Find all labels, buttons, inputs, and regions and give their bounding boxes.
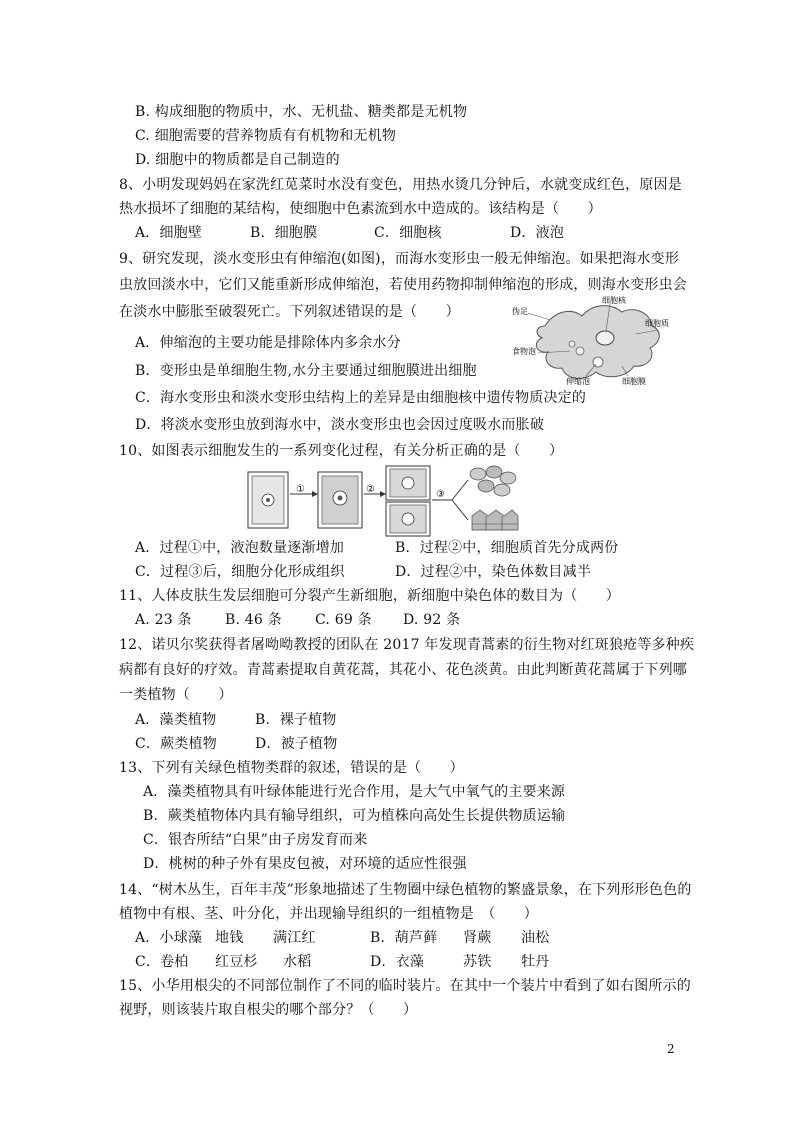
q10-option-b: B．过程②中，细胞质首先分成两份 [395,540,619,556]
food-vacuole-2 [569,341,575,347]
q8-stem-line2: 热水损坏了细胞的某结构，使细胞中色素流到水中造成的。该结构是（ ） [119,201,602,217]
q9-option-d: D．将淡水变形虫放到海水中，淡水变形虫也会因过度吸水而胀破 [135,417,545,433]
q14-stem-line1: 14、“树木丛生，百年丰茂”形象地描述了生物圈中绿色植物的繁盛景象，在下列形形色色的 [119,882,692,898]
q13-option-b: B．蕨类植物体内具有输导组织，可为植株向高处生长提供物质运输 [143,808,566,824]
q12-option-b: B．裸子植物 [255,712,337,728]
q12-stem-line1: 12、诺贝尔奖获得者屠呦呦教授的团队在 2017 年发现青蒿素的衍生物对红斑狼疮等多种疾 [119,637,695,653]
q14-option-c-item2: 红豆杉 [215,954,258,970]
q15-stem-line2: 视野，则该装片取自根尖的哪个部分？（ ） [119,1002,418,1018]
q8-stem-line1: 8、小明发现妈妈在家洗红苋菜时水没有变色，用热水烫几分钟后，水就变成红色，原因是 [119,177,682,193]
amoeba-figure [510,296,675,386]
step-1-label: ① [296,484,305,495]
q12-stem-line3: 一类植物（ ） [119,687,233,703]
q9-stem-line1: 9、研究发现，淡水变形虫有伸缩泡(如图)，而海水变形虫一般无伸缩泡。如果把海水变形 [119,251,680,267]
cell-division-figure [246,464,546,540]
q15-stem-line1: 15、小华用根尖的不同部位制作了不同的临时装片。在其中一个装片中看到了如右图所示的 [119,978,692,994]
tissue-cluster-top [470,466,516,496]
q14-option-d-item2: 苏铁 [463,954,492,970]
q14-option-c-item3: 水稻 [283,954,312,970]
q14-stem-line2: 植物中有根、茎、叶分化，并出现输导组织的一组植物是 （ ） [119,906,538,922]
q12-stem-line2: 病都有良好的疗效。青蒿素提取自黄花蒿，其花小、花色淡黄。由此判断黄花蒿属于下列哪 [119,662,687,678]
q8-option-d: D．液泡 [510,225,565,241]
q11-option-b: B. 46 条 [225,612,282,628]
q11-option-d: D. 92 条 [403,612,461,628]
q12-option-a: A．藻类植物 [135,712,217,728]
q13-option-a: A．藻类植物具有叶绿体能进行光合作用，是大气中氧气的主要来源 [143,784,566,800]
q11-option-c: C. 69 条 [315,612,372,628]
q11-stem: 11、人体皮肤生发层细胞可分裂产生新细胞，新细胞中染色体的数目为（ ） [119,588,621,604]
q14-option-b-item3: 油松 [521,930,550,946]
q13-stem: 13、下列有关绿色植物类群的叙述，错误的是（ ） [119,760,464,776]
q9-stem-line2: 虫放回淡水中，它们又能重新形成伸缩泡，若使用药物抑制伸缩泡的形成，则海水变形虫会 [119,277,687,293]
q7-option-c: C. 细胞需要的营养物质有有机物和无机物 [135,128,397,144]
q14-option-d-item3: 牡丹 [521,954,550,970]
food-vacuole [576,347,584,355]
label-cytoplasm: 细胞质 [645,319,669,328]
q9-stem-line3: 在淡水中膨胀至破裂死亡。下列叙述错误的是（ ） [119,304,460,320]
label-nucleus: 细胞核 [602,296,626,305]
q14-option-b-item2: 肾蕨 [463,930,492,946]
q13-option-d: D．桃树的种子外有果皮包被，对环境的适应性很强 [143,856,467,872]
q7-option-d: D. 细胞中的物质都是自己制造的 [135,152,340,168]
q12-option-c: C．蕨类植物 [135,736,217,752]
q14-option-a-item2: 地钱 [215,930,244,946]
step-3-label: ③ [436,489,445,500]
q9-option-c: C．海水变形虫和淡水变形虫结构上的差异是由细胞核中遗传物质决定的 [135,390,587,406]
tissue-cluster-bottom [472,510,518,530]
label-contractile-vacuole: 伸缩泡 [566,377,590,386]
q8-option-c: C．细胞核 [374,225,442,241]
q10-option-a: A．过程①中，液泡数量逐渐增加 [135,540,345,556]
q14-option-c-label: C．卷柏 [135,954,189,970]
q10-stem: 10、如图表示细胞发生的一系列变化过程，有关分析正确的是（ ） [119,443,564,459]
amoeba-nucleus [596,331,614,345]
q9-option-a: A．伸缩泡的主要功能是排除体内多余水分 [135,335,401,351]
q8-option-b: B．细胞膜 [250,225,318,241]
q11-option-a: A. 23 条 [135,612,192,628]
step-2-label: ② [366,484,375,495]
label-pseudopod: 伪足 [512,307,528,316]
q12-option-d: D．被子植物 [255,736,338,752]
page-number: 2 [667,1042,675,1056]
q14-option-b-label: B．葫芦藓 [370,930,438,946]
q10-option-c: C．过程③后，细胞分化形成组织 [135,564,345,580]
q13-option-c: C．银杏所结“白果”由子房发育而来 [143,832,368,848]
label-membrane: 细胞膜 [622,377,646,386]
q8-option-a: A．细胞壁 [135,225,203,241]
q14-option-a-item3: 满江红 [273,930,316,946]
q14-option-d-label: D．衣藻 [370,954,425,970]
q10-option-d: D．过程②中，染色体数目减半 [395,564,592,580]
label-food-vacuole: 食物泡 [512,347,536,356]
q14-option-a-label: A．小球藻 [135,930,203,946]
q9-option-b: B．变形虫是单细胞生物,水分主要通过细胞膜进出细胞 [135,363,477,379]
q7-option-b: B. 构成细胞的物质中，水、无机盐、糖类都是无机物 [135,104,468,120]
